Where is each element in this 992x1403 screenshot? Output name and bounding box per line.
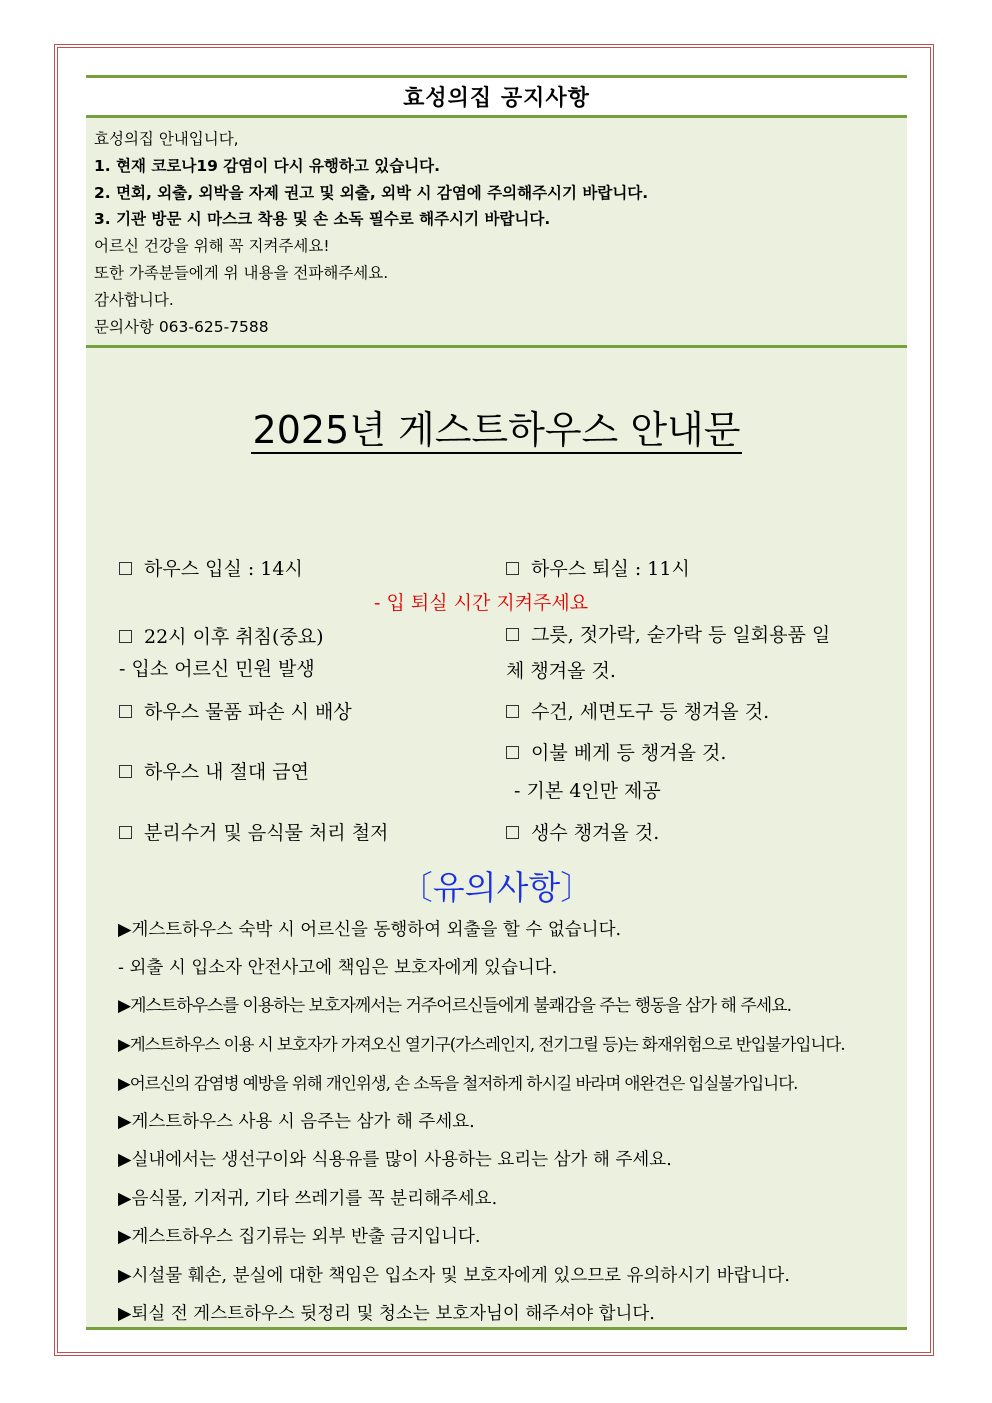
notice-line: 1. 현재 코로나19 감염이 다시 유행하고 있습니다. <box>94 156 441 175</box>
checkbox-icon <box>506 746 519 759</box>
notes-title: 〔유의사항〕 <box>399 868 594 907</box>
notice-contact: 문의사항 063-625-7588 <box>94 317 269 336</box>
checklist-item-checkin: 하우스 입실 : 14시 <box>119 556 303 582</box>
note-item: ▶퇴실 전 게스트하우스 뒷정리 및 청소는 보호자님이 해주셔야 합니다. <box>118 1304 655 1324</box>
bedding-note: - 기본 4인만 제공 <box>514 780 661 802</box>
checklist-item-recycling: 분리수거 및 음식물 처리 철저 <box>119 820 388 846</box>
note-item: ▶시설물 훼손, 분실에 대한 책임은 입소자 및 보호자에게 있으므로 유의하시기 바랍니다. <box>118 1266 790 1286</box>
checkbox-icon <box>119 630 132 643</box>
checkbox-icon <box>119 562 132 575</box>
checkbox-icon <box>119 826 132 839</box>
checklist-item-bedtime: 22시 이후 취침(중요) <box>119 624 324 650</box>
notice-sheet <box>86 75 907 1330</box>
dishes-continued: 체 챙겨올 것. <box>506 660 616 682</box>
checklist-item-checkout: 하우스 퇴실 : 11시 <box>506 556 690 582</box>
guide-section <box>86 348 907 1330</box>
note-item: ▶게스트하우스 집기류는 외부 반출 금지입니다. <box>118 1227 481 1247</box>
checklist-item-towel: 수건, 세면도구 등 챙겨올 것. <box>506 699 769 725</box>
checklist-item-no-smoking: 하우스 내 절대 금연 <box>119 759 309 785</box>
time-note: - 입 퇴실 시간 지켜주세요 <box>374 592 589 614</box>
notice-line: 2. 면회, 외출, 외박을 자제 권고 및 외출, 외박 시 감염에 주의해주시기 바랍니다. <box>94 183 649 202</box>
note-item: ▶실내에서는 생선구이와 식용유를 많이 사용하는 요리는 삼가 해 주세요. <box>118 1150 672 1170</box>
checkbox-icon <box>506 705 519 718</box>
note-item: ▶게스트하우스 숙박 시 어르신을 동행하여 외출을 할 수 없습니다. <box>118 920 622 940</box>
note-item: ▶게스트하우스 사용 시 음주는 삼가 해 주세요. <box>118 1112 475 1132</box>
checklist-item-dishes: 그릇, 젓가락, 숟가락 등 일회용품 일 <box>506 622 830 648</box>
page-title: 효성의집 공지사항 <box>86 75 907 118</box>
checklist-item-water: 생수 챙겨올 것. <box>506 820 659 846</box>
notice-line: 또한 가족분들에게 위 내용을 전파해주세요. <box>94 263 389 282</box>
note-item: ▶음식물, 기저귀, 기타 쓰레기를 꼭 분리해주세요. <box>118 1189 498 1209</box>
checkbox-icon <box>119 705 132 718</box>
checkbox-icon <box>506 628 519 641</box>
note-item: ▶게스트하우스 이용 시 보호자가 가져오신 열기구(가스레인지, 전기그릴 등)는 화재위험으로 반입불가입니다. <box>118 1035 845 1054</box>
checkbox-icon <box>506 562 519 575</box>
checklist-item-damage: 하우스 물품 파손 시 배상 <box>119 699 352 725</box>
guide-title: 2025년 게스트하우스 안내문 <box>252 408 741 452</box>
notice-box <box>86 118 907 348</box>
checklist-item-bedding: 이불 베게 등 챙겨올 것. <box>506 740 726 766</box>
note-item: ▶어르신의 감염병 예방을 위해 개인위생, 손 소독을 철저하게 하시길 바라며 애완견은 입실불가입니다. <box>118 1074 798 1093</box>
note-item: ▶게스트하우스를 이용하는 보호자께서는 거주어르신들에게 불쾌감을 주는 행동을 삼가 해 주세요. <box>118 996 791 1016</box>
checkbox-icon <box>119 765 132 778</box>
notice-line: 효성의집 안내입니다, <box>94 130 239 148</box>
bedtime-note: - 입소 어르신 민원 발생 <box>119 658 315 680</box>
checkbox-icon <box>506 826 519 839</box>
notice-line: 3. 기관 방문 시 마스크 착용 및 손 소독 필수로 해주시기 바랍니다. <box>94 210 551 229</box>
notice-line: 어르신 건강을 위해 꼭 지켜주세요! <box>94 237 330 256</box>
note-item: - 외출 시 입소자 안전사고에 책임은 보호자에게 있습니다. <box>118 958 558 978</box>
notice-line: 감사합니다. <box>94 290 174 309</box>
